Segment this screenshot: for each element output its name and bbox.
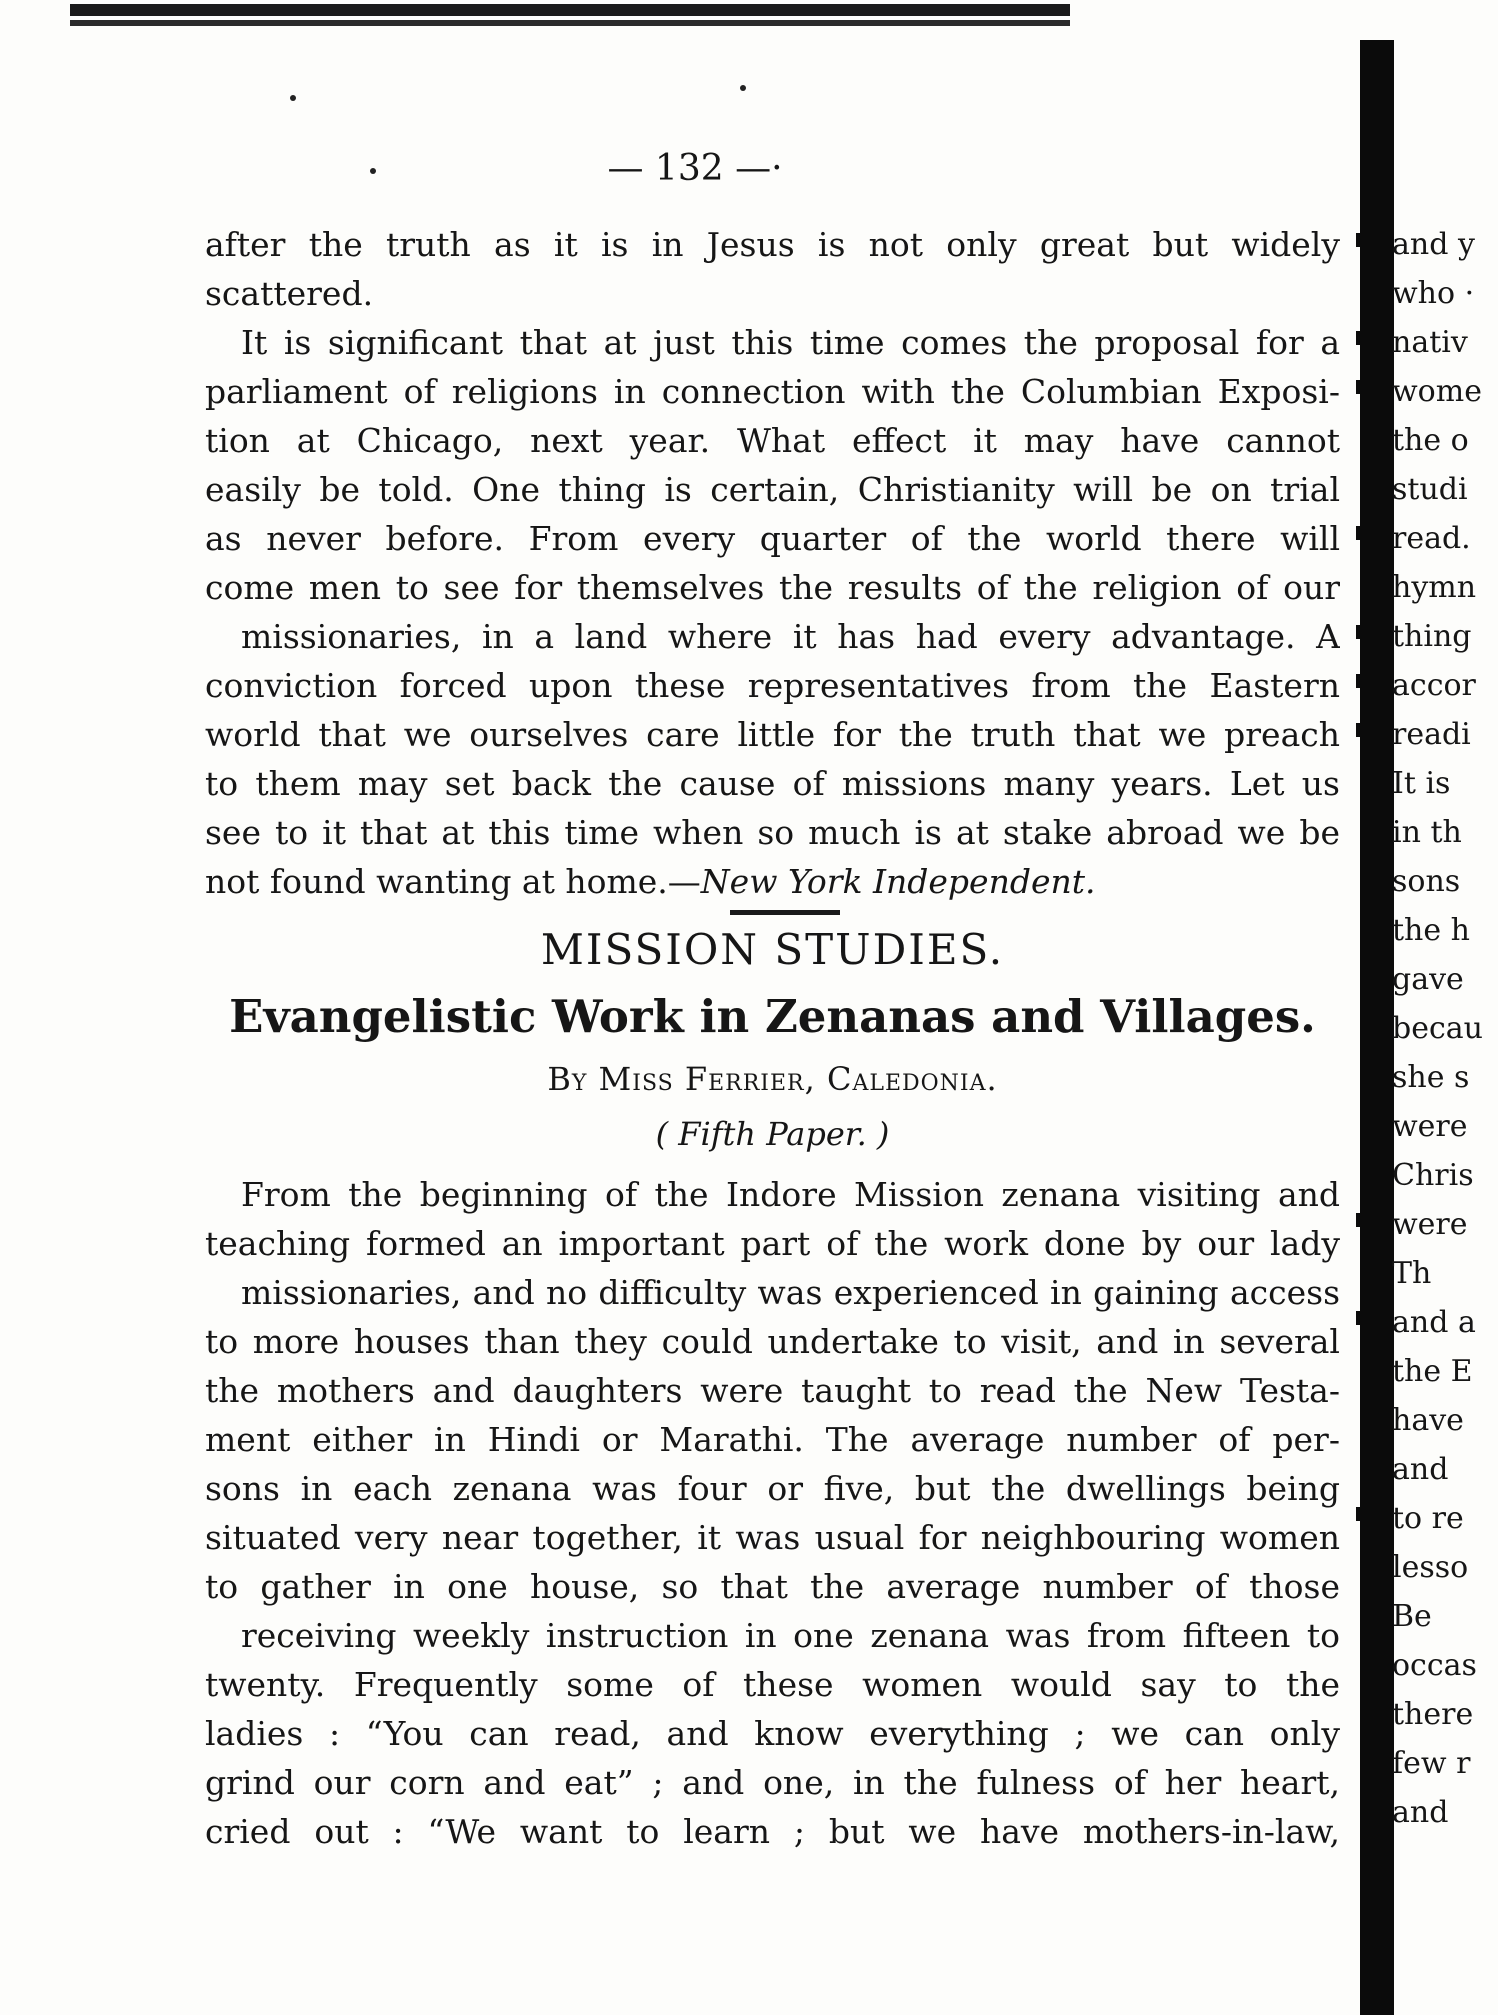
text-line: tion at Chicago, next year. What effect it may have cannot [205, 421, 1340, 460]
gutter-mark [1356, 380, 1372, 394]
fragment-line: sons [1392, 864, 1461, 899]
fragment-line: becau [1392, 1011, 1483, 1046]
fragment-line: thing [1392, 619, 1472, 654]
fragment-line: nativ [1392, 325, 1468, 360]
fragment-line: few r [1392, 1746, 1471, 1781]
source-attribution: New York Independent. [700, 862, 1096, 901]
text-line: to gather in one house, so that the average number of those [205, 1567, 1340, 1606]
text-line: after the truth as it is in Jesus is not only great but widely [205, 225, 1340, 264]
text-line-final [205, 857, 1340, 906]
gutter-mark [1356, 1311, 1372, 1325]
fragment-line: have [1392, 1403, 1464, 1438]
text-line: From the beginning of the Indore Mission zenana visiting and [241, 1175, 1340, 1214]
article-body [205, 1170, 1340, 1856]
byline: By Miss Ferrier, Caledonia. [547, 1060, 998, 1098]
print-speck [290, 95, 296, 101]
fragment-line: in th [1392, 815, 1462, 850]
text-line: conviction forced upon these representatives from the Eastern [205, 666, 1340, 705]
fragment-line: the E [1392, 1354, 1473, 1389]
fragment-line: the h [1392, 913, 1470, 948]
fragment-line: and [1392, 1452, 1449, 1487]
fragment-line: the o [1392, 423, 1469, 458]
text-line: see to it that at this time when so much is at stake abroad we be [205, 813, 1340, 852]
fragment-line: occas [1392, 1648, 1477, 1683]
article-title: Evangelistic Work in Zenanas and Villages. [229, 990, 1316, 1043]
fragment-line: there [1392, 1697, 1474, 1732]
fragment-line: gave [1392, 962, 1464, 997]
fragment-line: lesso [1392, 1550, 1469, 1585]
top-rule [70, 4, 1070, 16]
fragment-line: Th [1392, 1256, 1432, 1291]
text-line: teaching formed an important part of the work done by our lady [205, 1224, 1340, 1263]
gutter-mark [1356, 526, 1372, 540]
lead-in-text [205, 220, 1340, 906]
fragment-line: and y [1392, 227, 1475, 262]
text-line: missionaries, and no difficulty was experienced in gaining access [241, 1273, 1340, 1312]
text-line: parliament of religions in connection with the Columbian Exposi- [205, 372, 1340, 411]
text-line: ladies : “You can read, and know everything ; we can only [205, 1714, 1340, 1753]
section-divider [730, 910, 840, 915]
text-line: as never before. From every quarter of the world there will [205, 519, 1340, 558]
fragment-line: Be [1392, 1599, 1432, 1634]
text-line: ment either in Hindi or Marathi. The average number of per- [205, 1420, 1340, 1459]
text-line: sons in each zenana was four or five, but the dwellings being [205, 1469, 1340, 1508]
fragment-line: were [1392, 1109, 1468, 1144]
fragment-line: were [1392, 1207, 1468, 1242]
gutter-mark [1356, 674, 1372, 688]
text-line: twenty. Frequently some of these women would say to the [205, 1665, 1340, 1704]
fragment-line: who · [1392, 276, 1475, 311]
text-line: It is significant that at just this time comes the proposal for a [241, 323, 1340, 362]
text-line: cried out : “We want to learn ; but we have mothers-in-law, [205, 1812, 1340, 1851]
fragment-line: hymn [1392, 570, 1477, 605]
fragment-line: she s [1392, 1060, 1470, 1095]
text-fragment: not found wanting at home.— [205, 862, 701, 901]
text-line: the mothers and daughters were taught to read the New Testa- [205, 1371, 1340, 1410]
text-line: missionaries, in a land where it has had every advantage. A [241, 617, 1340, 656]
text-line: receiving weekly instruction in one zenana was from fifteen to [241, 1616, 1340, 1655]
fragment-line: and a [1392, 1305, 1476, 1340]
text-line: to them may set back the cause of missions many years. Let us [205, 764, 1340, 803]
text-line: situated very near together, it was usual for neighbouring women [205, 1518, 1340, 1557]
fragment-line: wome [1392, 374, 1482, 409]
text-line: scattered. [205, 274, 374, 313]
fragment-line: studi [1392, 472, 1468, 507]
text-line: world that we ourselves care little for the truth that we preach [205, 715, 1340, 754]
paper-note: ( Fifth Paper. ) [655, 1115, 890, 1153]
section-title: MISSION STUDIES. [540, 925, 1005, 974]
print-speck [740, 85, 746, 91]
gutter-mark [1356, 625, 1372, 639]
fragment-line: read. [1392, 521, 1471, 556]
fragment-line: and [1392, 1795, 1449, 1830]
gutter-mark [1356, 1507, 1372, 1521]
fragment-line: to re [1392, 1501, 1464, 1536]
top-rule-secondary [70, 20, 1070, 26]
gutter-mark [1356, 233, 1372, 247]
adjacent-column-fragments [1392, 220, 1498, 1837]
page-number: — 132 —· [607, 148, 783, 189]
gutter-mark [1356, 723, 1372, 737]
fragment-line: readi [1392, 717, 1471, 752]
text-line: grind our corn and eat” ; and one, in the fulness of her heart, [205, 1763, 1340, 1802]
fragment-line: accor [1392, 668, 1476, 703]
fragment-line: It is [1392, 766, 1451, 801]
text-line: easily be told. One thing is certain, Christianity will be on trial [205, 470, 1340, 509]
text-line: to more houses than they could undertake to visit, and in several [205, 1322, 1340, 1361]
text-line: come men to see for themselves the results of the religion of our [205, 568, 1340, 607]
fragment-line: Chris [1392, 1158, 1474, 1193]
gutter-mark [1356, 331, 1372, 345]
gutter-mark [1356, 1213, 1372, 1227]
